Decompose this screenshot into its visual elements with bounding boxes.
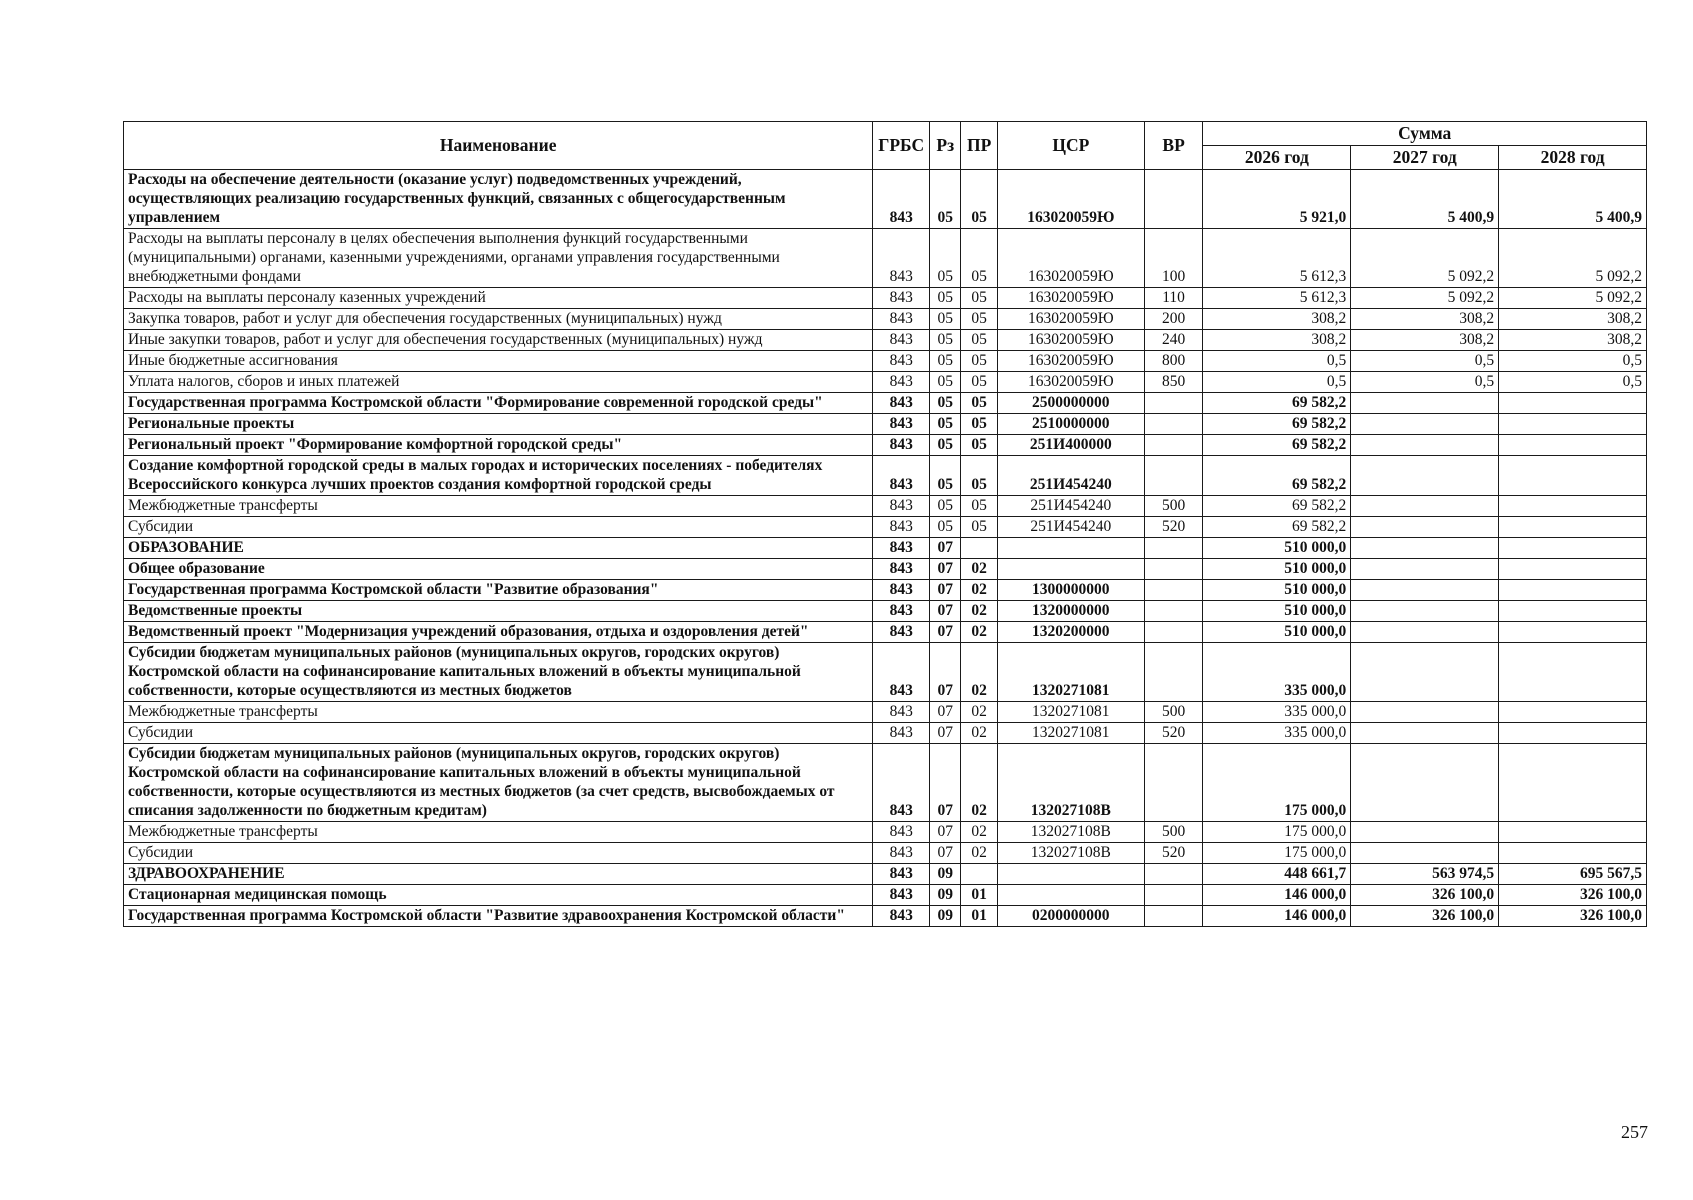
cell-grbs: 843 [873,170,930,229]
cell-grbs: 843 [873,330,930,351]
cell-sum-2027 [1351,744,1499,822]
cell-rz: 07 [930,601,961,622]
cell-sum-2026: 0,5 [1203,372,1351,393]
cell-sum-2028 [1499,435,1647,456]
cell-vr [1144,622,1203,643]
cell-rz: 07 [930,723,961,744]
cell-grbs: 843 [873,372,930,393]
cell-name: Региональный проект "Формирование комфортной городской среды" [124,435,873,456]
cell-rz: 05 [930,330,961,351]
cell-csr: 251И454240 [997,517,1144,538]
cell-vr [1144,864,1203,885]
table-row [124,843,1647,864]
cell-sum-2026: 510 000,0 [1203,538,1351,559]
cell-grbs: 843 [873,643,930,702]
cell-sum-2026: 448 661,7 [1203,864,1351,885]
cell-vr: 200 [1144,309,1203,330]
cell-name: Иные закупки товаров, работ и услуг для обеспечения государственных (муниципальных) нужд [124,330,873,351]
cell-csr: 251И400000 [997,435,1144,456]
cell-rz: 07 [930,843,961,864]
cell-name: Межбюджетные трансферты [124,822,873,843]
cell-vr [1144,559,1203,580]
cell-pr: 02 [961,723,997,744]
cell-name: Субсидии бюджетам муниципальных районов (муниципальных округов, городских округов) Костромской области на софинансирование капитальных вложений в объекты муниципальной собственности, которые осуществляются из местных бюджетов (за счет средств, высвобождаемых от списания задолженности по бюджетным кредитам) [124,744,873,822]
cell-sum-2026: 5 921,0 [1203,170,1351,229]
cell-csr: 132027108В [997,843,1144,864]
cell-sum-2027 [1351,702,1499,723]
cell-name: Иные бюджетные ассигнования [124,351,873,372]
cell-name: Субсидии [124,723,873,744]
table-row [124,885,1647,906]
cell-sum-2026: 510 000,0 [1203,559,1351,580]
cell-pr: 02 [961,822,997,843]
cell-vr [1144,170,1203,229]
cell-pr: 05 [961,372,997,393]
cell-sum-2028: 326 100,0 [1499,906,1647,927]
cell-sum-2027: 563 974,5 [1351,864,1499,885]
cell-vr: 520 [1144,517,1203,538]
cell-grbs: 843 [873,885,930,906]
cell-name: Субсидии [124,843,873,864]
cell-sum-2026: 510 000,0 [1203,622,1351,643]
cell-vr [1144,456,1203,496]
cell-rz: 07 [930,559,961,580]
cell-pr: 05 [961,351,997,372]
cell-csr: 163020059Ю [997,170,1144,229]
header-2027: 2027 год [1351,146,1499,170]
cell-rz: 05 [930,288,961,309]
cell-sum-2027 [1351,496,1499,517]
cell-grbs: 843 [873,580,930,601]
cell-sum-2028 [1499,643,1647,702]
cell-sum-2026: 175 000,0 [1203,843,1351,864]
cell-sum-2027: 0,5 [1351,372,1499,393]
cell-sum-2027 [1351,538,1499,559]
cell-vr: 240 [1144,330,1203,351]
cell-vr: 500 [1144,822,1203,843]
table-row [124,723,1647,744]
cell-sum-2028 [1499,393,1647,414]
cell-rz: 05 [930,496,961,517]
cell-name: Расходы на обеспечение деятельности (оказание услуг) подведомственных учреждений, осуществляющих реализацию государственных функций, связанных с общегосударственным управлением [124,170,873,229]
cell-csr: 251И454240 [997,496,1144,517]
cell-name: Создание комфортной городской среды в малых городах и исторических поселениях - победителях Всероссийского конкурса лучших проектов создания комфортной городской среды [124,456,873,496]
cell-name: Расходы на выплаты персоналу казенных учреждений [124,288,873,309]
cell-csr: 132027108В [997,744,1144,822]
cell-vr [1144,885,1203,906]
cell-vr: 800 [1144,351,1203,372]
cell-pr: 05 [961,496,997,517]
cell-grbs: 843 [873,538,930,559]
cell-sum-2027 [1351,393,1499,414]
cell-csr: 1300000000 [997,580,1144,601]
cell-sum-2026: 335 000,0 [1203,723,1351,744]
cell-vr [1144,414,1203,435]
header-rz: Рз [930,122,961,170]
cell-grbs: 843 [873,702,930,723]
cell-vr [1144,744,1203,822]
cell-vr: 110 [1144,288,1203,309]
header-sum: Сумма [1203,122,1647,146]
cell-rz: 05 [930,393,961,414]
cell-grbs: 843 [873,229,930,288]
cell-vr: 500 [1144,496,1203,517]
cell-rz: 09 [930,885,961,906]
cell-rz: 05 [930,372,961,393]
cell-csr: 0200000000 [997,906,1144,927]
cell-name: Ведомственный проект "Модернизация учреждений образования, отдыха и оздоровления детей" [124,622,873,643]
table-row [124,822,1647,843]
cell-sum-2027: 326 100,0 [1351,885,1499,906]
cell-grbs: 843 [873,601,930,622]
cell-sum-2026: 5 612,3 [1203,288,1351,309]
cell-vr: 100 [1144,229,1203,288]
cell-csr: 163020059Ю [997,372,1144,393]
cell-rz: 05 [930,435,961,456]
cell-rz: 07 [930,822,961,843]
cell-pr: 02 [961,843,997,864]
cell-sum-2028: 326 100,0 [1499,885,1647,906]
cell-name: Государственная программа Костромской области "Развитие образования" [124,580,873,601]
cell-vr: 850 [1144,372,1203,393]
cell-grbs: 843 [873,351,930,372]
cell-sum-2028: 5 092,2 [1499,229,1647,288]
table-row [124,643,1647,702]
cell-name: Региональные проекты [124,414,873,435]
table-body [124,170,1647,927]
header-pr: ПР [961,122,997,170]
cell-sum-2026: 5 612,3 [1203,229,1351,288]
cell-csr [997,559,1144,580]
cell-grbs: 843 [873,864,930,885]
cell-pr: 01 [961,885,997,906]
cell-vr: 520 [1144,843,1203,864]
cell-sum-2027 [1351,723,1499,744]
table-row [124,864,1647,885]
header-grbs: ГРБС [873,122,930,170]
cell-pr: 05 [961,414,997,435]
cell-name: Субсидии бюджетам муниципальных районов (муниципальных округов, городских округов) Костромской области на софинансирование капитальных вложений в объекты муниципальной собственности, которые осуществляются из местных бюджетов [124,643,873,702]
table-row [124,906,1647,927]
cell-vr [1144,393,1203,414]
table-row [124,170,1647,229]
cell-sum-2027 [1351,435,1499,456]
cell-sum-2027: 5 400,9 [1351,170,1499,229]
cell-sum-2026: 175 000,0 [1203,744,1351,822]
cell-pr: 02 [961,601,997,622]
cell-sum-2026: 175 000,0 [1203,822,1351,843]
cell-csr: 163020059Ю [997,288,1144,309]
cell-pr: 05 [961,170,997,229]
cell-rz: 05 [930,309,961,330]
cell-name: Закупка товаров, работ и услуг для обеспечения государственных (муниципальных) нужд [124,309,873,330]
cell-pr: 02 [961,580,997,601]
cell-csr: 1320000000 [997,601,1144,622]
cell-rz: 05 [930,517,961,538]
cell-grbs: 843 [873,309,930,330]
cell-sum-2026: 69 582,2 [1203,496,1351,517]
cell-pr: 02 [961,744,997,822]
cell-sum-2028 [1499,622,1647,643]
header-name: Наименование [124,122,873,170]
cell-pr: 05 [961,517,997,538]
header-2026: 2026 год [1203,146,1351,170]
cell-rz: 05 [930,456,961,496]
cell-sum-2027 [1351,580,1499,601]
table-row [124,229,1647,288]
cell-csr: 163020059Ю [997,330,1144,351]
cell-name: ОБРАЗОВАНИЕ [124,538,873,559]
cell-vr [1144,643,1203,702]
cell-name: Межбюджетные трансферты [124,702,873,723]
cell-pr [961,864,997,885]
cell-sum-2028 [1499,559,1647,580]
cell-vr [1144,580,1203,601]
cell-name: ЗДРАВООХРАНЕНИЕ [124,864,873,885]
cell-sum-2028: 0,5 [1499,372,1647,393]
cell-sum-2028: 308,2 [1499,330,1647,351]
cell-sum-2026: 308,2 [1203,309,1351,330]
cell-name: Стационарная медицинская помощь [124,885,873,906]
cell-sum-2028: 5 400,9 [1499,170,1647,229]
cell-sum-2028 [1499,822,1647,843]
cell-sum-2028 [1499,744,1647,822]
header-vr: ВР [1144,122,1203,170]
cell-sum-2027: 0,5 [1351,351,1499,372]
header-2028: 2028 год [1499,146,1647,170]
budget-table [123,121,1647,927]
cell-csr: 1320200000 [997,622,1144,643]
table-row [124,580,1647,601]
cell-name: Ведомственные проекты [124,601,873,622]
cell-pr: 02 [961,622,997,643]
table-row [124,456,1647,496]
cell-sum-2027 [1351,517,1499,538]
cell-sum-2026: 510 000,0 [1203,580,1351,601]
table-row [124,288,1647,309]
cell-sum-2028: 0,5 [1499,351,1647,372]
cell-csr: 163020059Ю [997,229,1144,288]
table-row [124,702,1647,723]
cell-sum-2026: 69 582,2 [1203,456,1351,496]
table-row [124,414,1647,435]
cell-sum-2027 [1351,414,1499,435]
cell-sum-2028 [1499,456,1647,496]
cell-sum-2026: 146 000,0 [1203,885,1351,906]
cell-sum-2027: 5 092,2 [1351,229,1499,288]
cell-sum-2027: 308,2 [1351,309,1499,330]
cell-sum-2028 [1499,601,1647,622]
header-csr: ЦСР [997,122,1144,170]
cell-vr [1144,538,1203,559]
cell-csr [997,538,1144,559]
cell-rz: 05 [930,351,961,372]
cell-pr: 05 [961,330,997,351]
cell-csr: 132027108В [997,822,1144,843]
cell-name: Межбюджетные трансферты [124,496,873,517]
cell-sum-2028 [1499,843,1647,864]
cell-grbs: 843 [873,723,930,744]
cell-pr: 05 [961,393,997,414]
cell-sum-2027 [1351,622,1499,643]
cell-csr [997,885,1144,906]
cell-sum-2027: 326 100,0 [1351,906,1499,927]
cell-sum-2027 [1351,643,1499,702]
cell-sum-2027 [1351,559,1499,580]
cell-csr: 163020059Ю [997,351,1144,372]
cell-pr: 05 [961,288,997,309]
cell-rz: 07 [930,580,961,601]
cell-rz: 05 [930,414,961,435]
cell-pr: 05 [961,435,997,456]
cell-sum-2028: 5 092,2 [1499,288,1647,309]
cell-pr [961,538,997,559]
cell-csr [997,864,1144,885]
cell-rz: 07 [930,622,961,643]
cell-grbs: 843 [873,288,930,309]
cell-grbs: 843 [873,393,930,414]
cell-rz: 07 [930,702,961,723]
cell-grbs: 843 [873,843,930,864]
cell-grbs: 843 [873,414,930,435]
page-number: 257 [1621,1122,1648,1142]
cell-vr [1144,435,1203,456]
cell-rz: 07 [930,538,961,559]
cell-sum-2026: 308,2 [1203,330,1351,351]
cell-pr: 02 [961,643,997,702]
cell-csr: 1320271081 [997,643,1144,702]
cell-rz: 07 [930,643,961,702]
cell-vr: 520 [1144,723,1203,744]
cell-sum-2027: 5 092,2 [1351,288,1499,309]
cell-pr: 05 [961,229,997,288]
cell-name: Уплата налогов, сборов и иных платежей [124,372,873,393]
cell-sum-2028 [1499,538,1647,559]
table-row [124,559,1647,580]
cell-name: Общее образование [124,559,873,580]
cell-pr: 02 [961,702,997,723]
cell-grbs: 843 [873,496,930,517]
cell-sum-2028 [1499,723,1647,744]
cell-rz: 05 [930,170,961,229]
cell-grbs: 843 [873,435,930,456]
cell-sum-2026: 69 582,2 [1203,435,1351,456]
cell-csr: 251И454240 [997,456,1144,496]
cell-grbs: 843 [873,559,930,580]
cell-sum-2027 [1351,601,1499,622]
table-row [124,435,1647,456]
table-row [124,496,1647,517]
cell-rz: 07 [930,744,961,822]
cell-pr: 02 [961,559,997,580]
cell-csr: 1320271081 [997,702,1144,723]
table-row [124,601,1647,622]
table-row [124,622,1647,643]
cell-vr [1144,906,1203,927]
cell-sum-2027: 308,2 [1351,330,1499,351]
table-row [124,517,1647,538]
cell-sum-2026: 69 582,2 [1203,517,1351,538]
table-header [124,122,1647,170]
cell-name: Государственная программа Костромской области "Формирование современной городской среды" [124,393,873,414]
cell-csr: 2500000000 [997,393,1144,414]
cell-sum-2028: 695 567,5 [1499,864,1647,885]
cell-vr [1144,601,1203,622]
cell-vr: 500 [1144,702,1203,723]
cell-rz: 09 [930,864,961,885]
cell-sum-2027 [1351,456,1499,496]
cell-grbs: 843 [873,622,930,643]
cell-pr: 05 [961,456,997,496]
cell-sum-2027 [1351,843,1499,864]
cell-grbs: 843 [873,822,930,843]
cell-name: Расходы на выплаты персоналу в целях обеспечения выполнения функций государственными (муниципальными) органами, казенными учреждениями, органами управления государственными внебюджетными фондами [124,229,873,288]
cell-name: Субсидии [124,517,873,538]
cell-sum-2026: 69 582,2 [1203,393,1351,414]
cell-sum-2026: 0,5 [1203,351,1351,372]
cell-sum-2028 [1499,414,1647,435]
cell-csr: 163020059Ю [997,309,1144,330]
cell-sum-2026: 335 000,0 [1203,702,1351,723]
cell-sum-2028: 308,2 [1499,309,1647,330]
cell-sum-2026: 146 000,0 [1203,906,1351,927]
table-row [124,744,1647,822]
cell-sum-2026: 69 582,2 [1203,414,1351,435]
table-row [124,393,1647,414]
cell-sum-2028 [1499,702,1647,723]
cell-csr: 1320271081 [997,723,1144,744]
cell-name: Государственная программа Костромской области "Развитие здравоохранения Костромской области" [124,906,873,927]
cell-csr: 2510000000 [997,414,1144,435]
cell-sum-2028 [1499,580,1647,601]
cell-sum-2027 [1351,822,1499,843]
cell-sum-2026: 510 000,0 [1203,601,1351,622]
table-row [124,351,1647,372]
cell-rz: 05 [930,229,961,288]
cell-sum-2028 [1499,496,1647,517]
cell-pr: 01 [961,906,997,927]
cell-sum-2028 [1499,517,1647,538]
table-row [124,330,1647,351]
table-row [124,538,1647,559]
cell-rz: 09 [930,906,961,927]
cell-grbs: 843 [873,744,930,822]
cell-pr: 05 [961,309,997,330]
table-row [124,372,1647,393]
cell-grbs: 843 [873,906,930,927]
cell-grbs: 843 [873,517,930,538]
table-row [124,309,1647,330]
cell-grbs: 843 [873,456,930,496]
cell-sum-2026: 335 000,0 [1203,643,1351,702]
